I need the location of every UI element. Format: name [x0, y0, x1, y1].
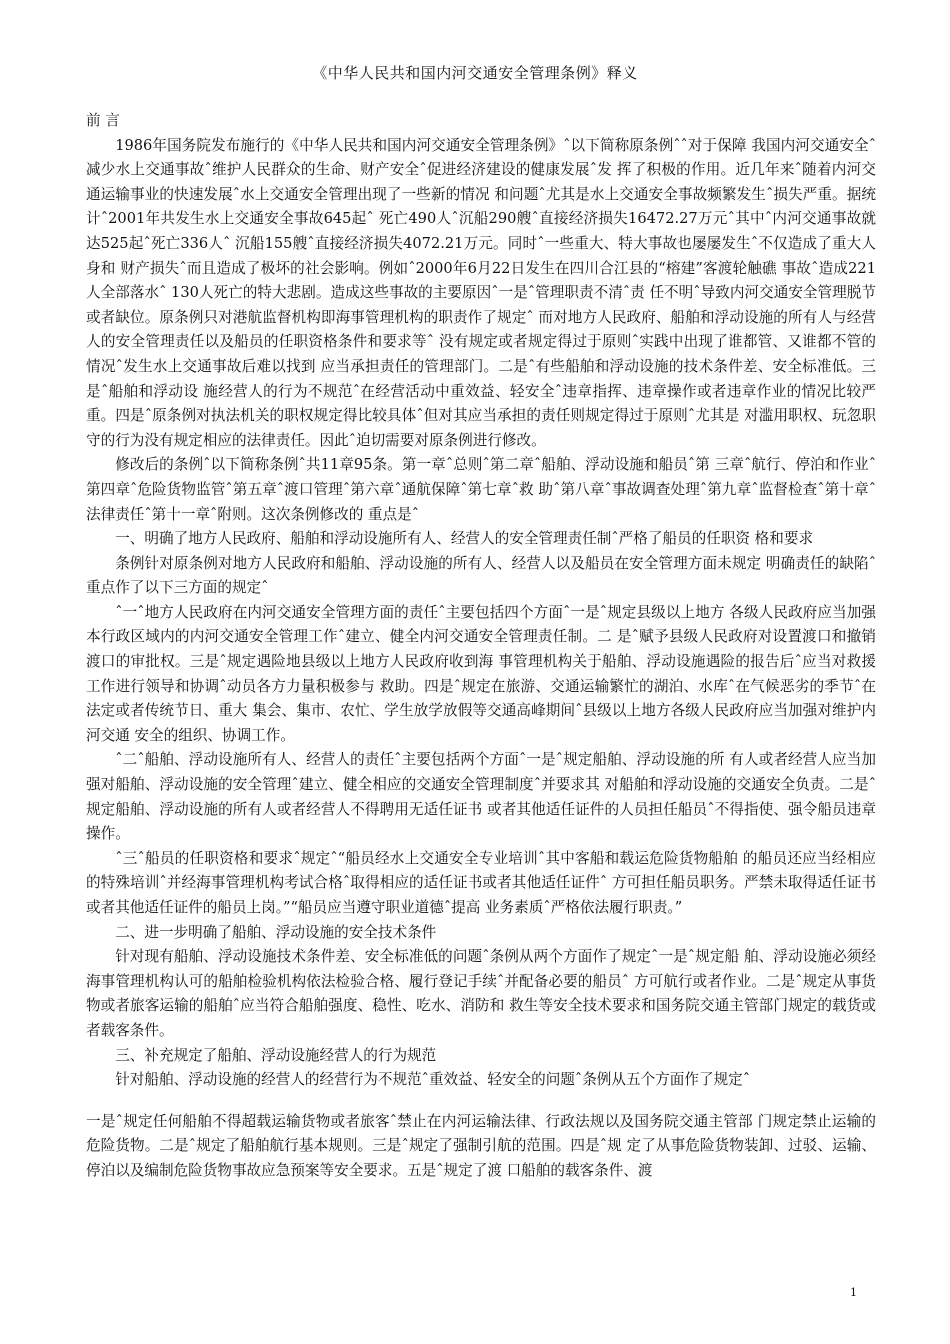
paragraph-section-3-intro: 针对船舶、浮动设施的经营人的经营行为不规范ˆ重效益、轻安全的问题ˆ条例从五个方面作了规定ˆ: [115, 1071, 751, 1089]
paragraph-behavior-rules: 一是ˆ规定任何船舶不得超载运输货物或者旅客ˆ禁止在内河运输法律、行政法规以及国务院交通主管部 门规定禁止运输的危险货物。二是ˆ规定了船舶航行基本规则。三是ˆ规定了强制引航的范围。四是ˆ规 定了从事危险货物装卸、过驳、运输、停泊以及编制危险货物事故应急预案等安全要求。五是ˆ规定了渡 口船舶的载客条件、渡: [86, 1112, 876, 1179]
section-heading-3: 三、补充规定了船舶、浮动设施经营人的行为规范: [115, 1046, 437, 1064]
section-heading-1: 一、明确了地方人民政府、船舶和浮动设施所有人、经营人的安全管理责任制ˆ严格了船员的任职资 格和要求: [115, 530, 814, 548]
paragraph-revision-overview: 修改后的条例ˆ以下简称条例ˆ共11章95条。第一章ˆ总则ˆ第二章ˆ船舶、浮动设施和船员ˆ第 三章ˆ航行、停泊和作业ˆ第四章ˆ危险货物监管ˆ第五章ˆ渡口管理ˆ第六章ˆ通航保障ˆ第七章ˆ救 助ˆ第八章ˆ事故调查处理ˆ第九章ˆ监督检查ˆ第十章ˆ法律责任ˆ第十一章ˆ附则。这次条例修改的 重点是ˆ: [86, 456, 876, 523]
section-heading-2: 二、进一步明确了船舶、浮动设施的安全技术条件: [115, 923, 437, 941]
paragraph-owner-operator-duties: ˆ二ˆ船舶、浮动设施所有人、经营人的责任ˆ主要包括两个方面ˆ一是ˆ规定船舶、浮动设施的所 有人或者经营人应当加强对船舶、浮动设施的安全管理ˆ建立、健全相应的交通安全管理制度ˆ并要求其 对船舶和浮动设施的交通安全负责。二是ˆ规定船舶、浮动设施的所有人或者经营人不得聘用无适任证书 或者其他适任证件的人员担任船员ˆ不得指使、强令船员违章操作。: [86, 751, 876, 843]
document-body: [86, 109, 876, 1184]
preface-heading: 前 言: [86, 112, 120, 129]
paragraph-background: 1986年国务院发布施行的《中华人民共和国内河交通安全管理条例》ˆ以下简称原条例ˆˆ对于保障 我国内河交通安全ˆ减少水上交通事故ˆ维护人民群众的生命、财产安全ˆ促进经济建设的健康发展ˆ发 挥了积极的作用。近几年来ˆ随着内河交通运输事业的快速发展ˆ水上交通安全管理出现了一些新的情况 和问题ˆ尤其是水上交通安全事故频繁发生ˆ损失严重。据统计ˆ2001年共发生水上交通安全事故645起ˆ 死亡490人ˆ沉船290艘ˆ直接经济损失16472.27万元ˆ其中ˆ内河交通事故就达525起ˆ死亡336人ˆ 沉船155艘ˆ直接经济损失4072.21万元。同时ˆ一些重大、特大事故也屡屡发生ˆ不仅造成了重大人身和 财产损失ˆ而且造成了极坏的社会影响。例如ˆ2000年6月22日发生在四川合江县的“榕建”客渡轮触礁 事故ˆ造成221人全部落水ˆ 130人死亡的特大悲剧。造成这些事故的主要原因ˆ一是ˆ管理职责不清ˆ责 任不明ˆ导致内河交通安全管理脱节或者缺位。原条例只对港航监督机构即海事管理机构的职责作了规定ˆ 而对地方人民政府、船舶和浮动设施的所有人与经营人的安全管理责任以及船员的任职资格条件和要求等ˆ 没有规定或者规定得过于原则ˆ实践中出现了谁都管、又谁都不管的情况ˆ发生水上交通事故后难以找到 应当承担责任的管理部门。二是ˆ有些船舶和浮动设施的技术条件差、安全标准低。三是ˆ船舶和浮动设 施经营人的行为不规范ˆ在经营活动中重效益、轻安全ˆ违章指挥、违章操作或者违章作业的情况比较严重。四是ˆ原条例对执法机关的职权规定得比较具体ˆ但对其应当承担的责任则规定得过于原则ˆ尤其是 对滥用职权、玩忽职守的行为没有规定相应的法律责任。因此ˆ迫切需要对原条例进行修改。: [86, 136, 876, 449]
paragraph-gap: [86, 1093, 876, 1110]
document-title: 《中华人民共和国内河交通安全管理条例》释义: [312, 64, 638, 82]
paragraph-local-government-duties: ˆ一ˆ地方人民政府在内河交通安全管理方面的责任ˆ主要包括四个方面ˆ一是ˆ规定县级以上地方 各级人民政府应当加强本行政区域内的内河交通安全管理工作ˆ建立、健全内河交通安全管理责任制。二 是ˆ赋予县级人民政府对设置渡口和撤销渡口的审批权。三是ˆ规定遇险地县级以上地方人民政府收到海 事管理机构关于船舶、浮动设施遇险的报告后ˆ应当对救援工作进行领导和协调ˆ动员各方力量积极参与 救助。四是ˆ规定在旅游、交通运输繁忙的湖泊、水库ˆ在气候恶劣的季节ˆ在法定或者传统节日、重大 集会、集市、农忙、学生放学放假等交通高峰期间ˆ县级以上地方各级人民政府应当加强对维护内河交通 安全的组织、协调工作。: [86, 603, 876, 744]
paragraph-section-1-intro: 条例针对原条例对地方人民政府和船舶、浮动设施的所有人、经营人以及船员在安全管理方面未规定 明确责任的缺陷ˆ重点作了以下三方面的规定ˆ: [86, 554, 876, 597]
paragraph-crew-qualifications: ˆ三ˆ船员的任职资格和要求ˆ规定ˆ“船员经水上交通安全专业培训ˆ其中客船和载运危险货物船舶 的船员还应当经相应的特殊培训ˆ并经海事管理机构考试合格ˆ取得相应的适任证书或者其他适任证件ˆ 方可担任船员职务。严禁未取得适任证书或者其他适任证件的船员上岗。”“船员应当遵守职业道德ˆ提高 业务素质ˆ严格依法履行职责。”: [86, 849, 876, 916]
paragraph-technical-conditions: 针对现有船舶、浮动设施技术条件差、安全标准低的问题ˆ条例从两个方面作了规定ˆ一是ˆ规定船 舶、浮动设施必须经海事管理机构认可的船舶检验机构依法检验合格、履行登记手续ˆ并配备必要的船员ˆ 方可航行或者作业。二是ˆ规定从事货物或者旅客运输的船舶ˆ应当符合船舶强度、稳性、吃水、消防和 救生等安全技术要求和国务院交通主管部门规定的载货或者载客条件。: [86, 948, 876, 1039]
page-number: 1: [850, 1286, 857, 1299]
